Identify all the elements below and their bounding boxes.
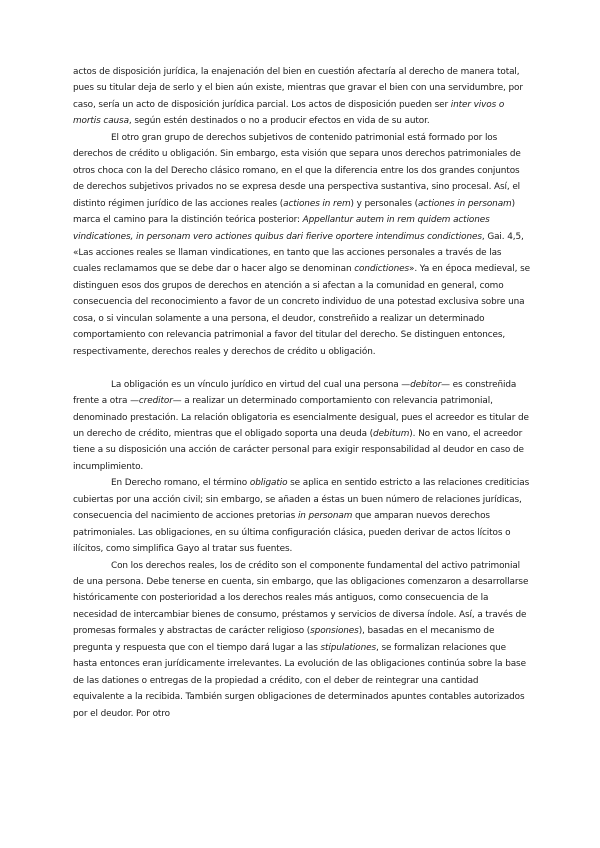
text-run: El otro gran grupo de derechos subjetivos de contenido patrimonial está formado por los derechos de crédito u obligación. Sin embargo, esta visión que separa unos derechos patrimoniales de otros choca con la del Derecho clásico romano, en el que la diferencia entre los dos grandes conjuntos de derechos subjetivos privados no se expresa desde una perspectiva sustantiva, sino procesal. Así, el distinto régimen jurídico de las acciones reales ( xyxy=(73,132,521,209)
text-run: ». Ya en época medieval, se distinguen esos dos grupos de derechos en atención a si afectan a la comunidad en general, como consecuencia del reconocimiento a favor de un concreto individuo de una potestad exclusiva sobre una cosa, o si vinculan solamente a una persona, el deudor, constreñido a realizar un determinado comportamiento con relevancia patrimonial a favor del titular del derecho. Se distinguen entonces, respectivamente, derechos reales y derechos de crédito u obligación. xyxy=(73,264,530,357)
text-run: ) marca el camino para la distinción teórica posterior: xyxy=(73,198,515,226)
paragraph-disposicion xyxy=(73,64,531,130)
italic-term: creditor xyxy=(138,396,173,407)
italic-term: stipulationes xyxy=(320,642,376,653)
paragraph-derechos-credito xyxy=(73,130,531,360)
text-run: ), basadas en el mecanismo de pregunta y respuesta que con el tiempo dará lugar a las xyxy=(73,626,495,653)
italic-term: Appellantur autem in rem quidem actiones vindicationes, in personam vero actiones quibus dari fierive oportere intendimus condictiones xyxy=(73,215,490,242)
text-run: se aplica en sentido estricto a las relaciones crediticias cubiertas por una acción civil; sin embargo, se añaden a éstas un buen número de relaciones jurídicas, consecuencia del nacimiento de acciones pretorias xyxy=(73,478,530,522)
italic-term: debitor xyxy=(410,379,442,390)
italic-term: inter vivos o mortis causa xyxy=(73,99,505,127)
italic-term: condictiones xyxy=(354,264,410,275)
italic-term: sponsiones xyxy=(310,626,359,637)
italic-term: in personam xyxy=(297,511,353,522)
text-run: — es constreñida frente a otra — xyxy=(73,379,517,407)
italic-term: debitum xyxy=(373,428,410,439)
text-run: , se formalizan relaciones que hasta entonces eran jurídicamente irrelevantes. La evolución de las obligaciones continúa sobre la base de las dationes o entregas de la propiedad a crédito, con el deber de reintegrar una cantidad equivalente a la recibida. También surgen obligaciones de determinados apuntes contables autorizados por el deudor. Por otro xyxy=(73,642,526,719)
text-run: , según estén destinados o no a producir efectos en vida de su autor. xyxy=(128,116,430,127)
paragraph-derecho-romano xyxy=(73,475,531,557)
text-run: La obligación es un vínculo jurídico en virtud del cual una persona — xyxy=(111,379,411,390)
text-run: actos de disposición jurídica, la enajenación del bien en cuestión afectaría al derecho de manera total, pues su titular deja de serlo y el bien aún existe, mientras que gravar el bien con una servidumbre, por caso, sería un acto de disposición jurídica parcial. Los actos de disposición pueden ser xyxy=(73,67,523,110)
text-run: que amparan nuevos derechos patrimoniales. Las obligaciones, en su última configuración clásica, pueden derivar de actos lícitos o ilícitos, como simplifica Gayo al tratar sus fuentes. xyxy=(73,511,511,555)
text-run: En Derecho romano, el término xyxy=(111,478,250,489)
italic-term: obligatio xyxy=(249,478,288,489)
italic-term: actiones in personam xyxy=(417,198,512,209)
text-run: — a realizar un determinado comportamiento con relevancia patrimonial, denominado prestación. La relación obligatoria es esencialmente desigual, pues el acreedor es titular de un derecho de crédito, mientras que el obligado soporta una deuda ( xyxy=(73,396,529,439)
body-text xyxy=(73,64,531,722)
text-run: , Gai. 4,5, «Las acciones reales se llaman vindicationes, en tanto que las acciones personales a través de las cuales reclamamos que se debe dar o hacer algo se denominan xyxy=(73,231,524,275)
text-run: Con los derechos reales, los de crédito son el componente fundamental del activo patrimonial de una persona. Debe tenerse en cuenta, sin embargo, que las obligaciones comenzaron a desarrollarse históricamente con posterioridad a los derechos reales más antiguos, como consecuencia de la necesidad de intercambiar bienes de consumo, préstamos y servicios de diversa índole. Así, a través de promesas formales y abstractas de carácter religioso ( xyxy=(73,560,529,637)
italic-term: actiones in rem xyxy=(283,198,351,209)
text-run: ). No en vano, el acreedor tiene a su disposición una acción de carácter personal para exigir responsabilidad al deudor en caso de incumplimiento. xyxy=(73,428,524,472)
paragraph-obligacion xyxy=(73,377,531,476)
paragraph-derechos-reales xyxy=(73,558,531,723)
text-run: ) y personales ( xyxy=(350,198,418,209)
